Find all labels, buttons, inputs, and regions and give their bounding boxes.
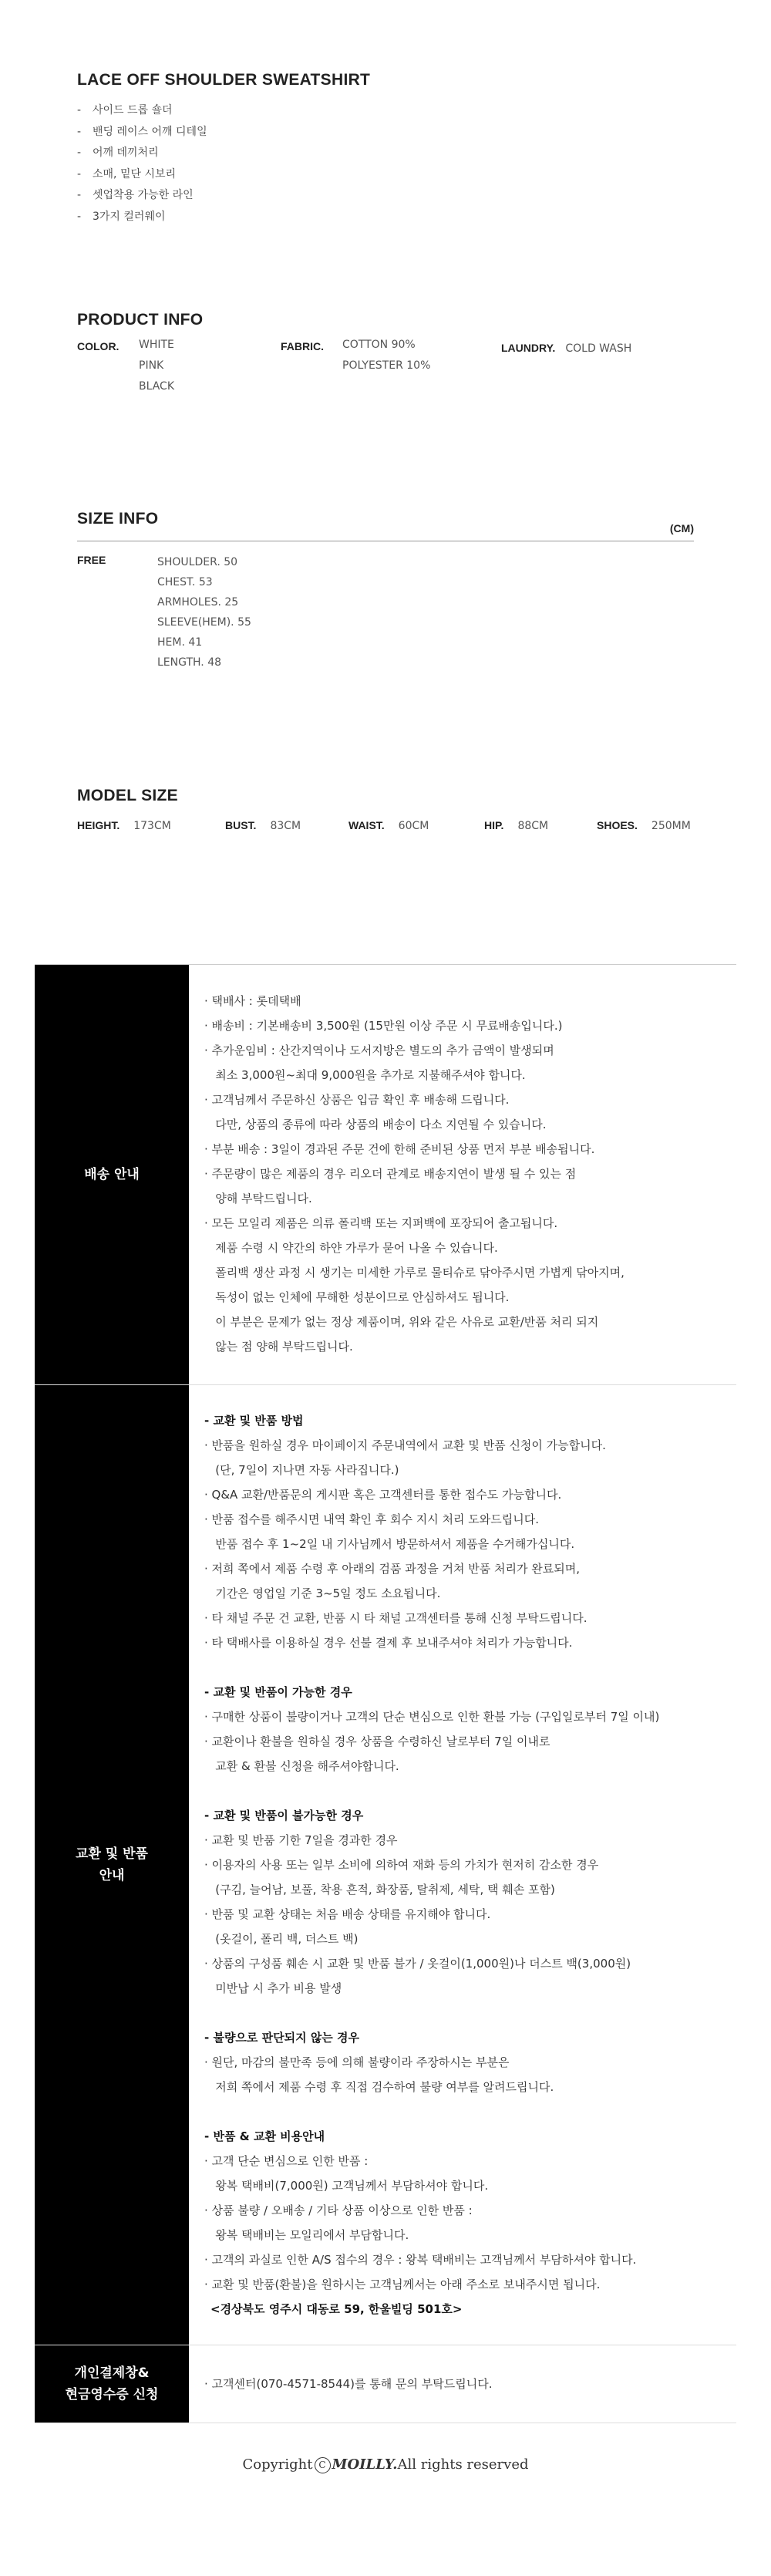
model-bust: [225, 816, 301, 837]
exchange-row: [35, 1385, 736, 2345]
notice-line: · 이용자의 사용 또는 일부 소비에 의하여 재화 등의 가치가 현저히 감소한 경우: [204, 1858, 599, 1872]
notice-line: 독성이 없는 인체에 무해한 성분이므로 안심하셔도 됩니다.: [204, 1290, 510, 1304]
laundry-value: COLD WASH: [565, 342, 632, 355]
notice-line: 교환 & 환불 신청을 해주셔야합니다.: [204, 1759, 399, 1773]
notice-line: · 모든 모일리 제품은 의류 폴리백 또는 지퍼백에 포장되어 출고됩니다.: [204, 1216, 558, 1230]
list-item: - 소매, 밑단 시보리: [77, 164, 694, 186]
notice-line: · 반품 및 교환 상태는 처음 배송 상태를 유지해야 합니다.: [204, 1907, 491, 1921]
notice-line: · 반품을 원하실 경우 마이페이지 주문내역에서 교환 및 반품 신청이 가능합니다.: [204, 1438, 606, 1452]
notice-line: · 고객 단순 변심으로 인한 반품 :: [204, 2154, 369, 2168]
list-item: - 3가지 컬러웨이: [77, 207, 694, 228]
notice-line: · 택배사 : 롯데택배: [204, 994, 301, 1008]
notice-line: 폴리백 생산 과정 시 생기는 미세한 가루로 물티슈로 닦아주시면 가볍게 닦아지며,: [204, 1266, 625, 1280]
notice-line: 저희 쪽에서 제품 수령 후 직접 검수하여 불량 여부를 알려드립니다.: [204, 2080, 554, 2094]
laundry-group: [501, 339, 631, 359]
notice-line: 이 부분은 문제가 없는 정상 제품이며, 위와 같은 사유로 교환/반품 처리 되지: [204, 1315, 599, 1329]
measure-value: 88CM: [517, 820, 549, 832]
model-hip: [484, 816, 548, 837]
section-heading: - 교환 및 반품이 가능한 경우: [204, 1685, 352, 1699]
notice-line: · 배송비 : 기본배송비 3,500원 (15만원 이상 주문 시 무료배송입니다.): [204, 1019, 563, 1033]
notice-line: 양해 부탁드립니다.: [204, 1192, 312, 1205]
notice-line: 왕복 택배비(7,000원) 고객님께서 부담하셔야 합니다.: [204, 2179, 489, 2193]
measure-value: 173CM: [133, 820, 171, 832]
model-size-section: [77, 787, 694, 832]
notice-line: · 주문량이 많은 제품의 경우 리오더 관계로 배송지연이 발생 될 수 있는 점: [204, 1167, 577, 1181]
notice-line: · 고객의 과실로 인한 A/S 접수의 경우 : 왕복 택배비는 고객님께서 부담하셔야 합니다.: [204, 2253, 637, 2267]
notice-line: 기간은 영업일 기준 3~5일 정도 소요됩니다.: [204, 1586, 441, 1600]
copyright-text: Copyright: [242, 2456, 313, 2473]
notice-line: 미반납 시 추가 비용 발생: [204, 1981, 342, 1995]
notice-line: 제품 수령 시 약간의 하얀 가루가 묻어 나올 수 있습니다.: [204, 1241, 498, 1255]
measure-value: 83CM: [270, 820, 301, 832]
return-address: <경상북도 영주시 대동로 59, 한울빌딩 501호>: [210, 2302, 463, 2316]
fabric-value: POLYESTER 10%: [342, 359, 431, 372]
receipt-title: [35, 2345, 189, 2423]
notice-line: · 구매한 상품이 불량이거나 고객의 단순 변심으로 인한 환불 가능 (구입일로부터 7일 이내): [204, 1710, 660, 1724]
exchange-title-line: 교환 및 반품: [76, 1846, 148, 1862]
brand-name: MOILLY.: [332, 2456, 398, 2473]
product-title: LACE OFF SHOULDER SWEATSHIRT: [77, 71, 371, 89]
section-heading: - 반품 & 교환 비용안내: [204, 2129, 325, 2143]
product-header: [77, 71, 694, 228]
section-heading: - 불량으로 판단되지 않는 경우: [204, 2031, 359, 2045]
notice-line: · 타 채널 주문 건 교환, 반품 시 타 채널 고객센터를 통해 신청 부탁드립니다.: [204, 1611, 588, 1625]
product-info-section: [77, 311, 694, 393]
list-item: - 셋업착용 가능한 라인: [77, 185, 694, 207]
measure-value: 250MM: [651, 820, 691, 832]
receipt-row: [35, 2345, 736, 2423]
notice-line: · 추가운임비 : 산간지역이나 도서지방은 별도의 추가 금액이 발생되며: [204, 1044, 554, 1057]
notice-line: 반품 접수 후 1~2일 내 기사님께서 방문하셔서 제품을 수거해가십니다.: [204, 1537, 575, 1551]
notice-line: · 상품의 구성품 훼손 시 교환 및 반품 불가 / 옷걸이(1,000원)나 더스트 백(3,000원): [204, 1957, 631, 1971]
measure-label: HIP.: [484, 819, 504, 831]
notice-line: 않는 점 양해 부탁드립니다.: [204, 1340, 353, 1354]
exchange-title-line: 안내: [99, 1868, 125, 1883]
model-shoes: [597, 816, 691, 837]
footer: [0, 2456, 771, 2473]
copyright-icon: C: [315, 2457, 331, 2473]
list-item: - 어깨 데끼처리: [77, 143, 694, 164]
notice-line: · 교환 및 반품(환불)을 원하시는 고객님께서는 아래 주소로 보내주시면 됩니다.: [204, 2278, 601, 2291]
size-info-section: [77, 510, 694, 683]
product-info-heading: PRODUCT INFO: [77, 311, 204, 329]
shipping-content: [189, 965, 736, 1384]
fabric-group: [281, 339, 431, 372]
notice-line: · 저희 쪽에서 제품 수령 후 아래의 검품 과정을 거쳐 반품 처리가 완료되며,: [204, 1562, 580, 1576]
shipping-row: [35, 965, 736, 1385]
feature-list: [77, 100, 694, 228]
model-height: [77, 816, 171, 837]
measurement: SLEEVE(HEM). 55: [157, 616, 251, 629]
unit-label: (CM): [669, 522, 694, 534]
measure-label: SHOES.: [597, 819, 638, 831]
receipt-text: · 고객센터(070-4571-8544)를 통해 문의 부탁드립니다.: [204, 2377, 493, 2391]
size-info-heading: SIZE INFO: [77, 510, 159, 528]
list-item: - 사이드 드롭 숄더: [77, 100, 694, 122]
notice-line: · 상품 불량 / 오배송 / 기타 상품 이상으로 인한 반품 :: [204, 2203, 473, 2217]
measure-label: BUST.: [225, 819, 257, 831]
exchange-content: [189, 1385, 736, 2345]
notice-table: [35, 964, 736, 2423]
rights-text: All rights reserved: [397, 2456, 529, 2473]
notice-line: 최소 3,000원~최대 9,000원을 추가로 지불해주셔야 합니다.: [204, 1068, 526, 1082]
notice-line: · 부분 배송 : 3일이 경과된 주문 건에 한해 준비된 상품 먼저 부분 배송됩니다.: [204, 1142, 595, 1156]
notice-line: 다만, 상품의 종류에 따라 상품의 배송이 다소 지연될 수 있습니다.: [204, 1118, 547, 1131]
fabric-value: COTTON 90%: [342, 339, 416, 351]
notice-line: · 타 택배사를 이용하실 경우 선불 결제 후 보내주셔야 처리가 가능합니다.: [204, 1636, 573, 1650]
model-size-heading: MODEL SIZE: [77, 787, 178, 804]
laundry-label: LAUNDRY.: [501, 342, 556, 354]
notice-line: (구김, 늘어남, 보풀, 착용 흔적, 화장품, 탈취제, 세탁, 택 훼손 포함): [204, 1883, 555, 1897]
notice-line: 왕복 택배비는 모일리에서 부담합니다.: [204, 2228, 409, 2242]
measurement: SHOULDER. 50: [157, 556, 238, 568]
measure-label: WAIST.: [348, 819, 385, 831]
notice-line: · 원단, 마감의 불만족 등에 의해 불량이라 주장하시는 부분은: [204, 2055, 510, 2069]
notice-line: · 교환 및 반품 기한 7일을 경과한 경우: [204, 1833, 398, 1847]
color-group: [77, 339, 175, 393]
shipping-title: 배송 안내: [35, 965, 189, 1384]
notice-line: · 교환이나 환불을 원하실 경우 상품을 수령하신 날로부터 7일 이내로: [204, 1735, 550, 1748]
receipt-content: [189, 2345, 736, 2423]
notice-line: · 고객님께서 주문하신 상품은 입금 확인 후 배송해 드립니다.: [204, 1093, 510, 1107]
color-value: BLACK: [139, 380, 175, 393]
measurement: CHEST. 53: [157, 576, 213, 588]
notice-line: (옷걸이, 폴리 백, 더스트 백): [204, 1932, 359, 1946]
measure-value: 60CM: [398, 820, 429, 832]
notice-line: · Q&A 교환/반품문의 게시판 혹은 고객센터를 통한 접수도 가능합니다.: [204, 1488, 562, 1502]
list-item: - 밴딩 레이스 어깨 디테일: [77, 122, 694, 143]
measurement: HEM. 41: [157, 636, 203, 649]
notice-line: · 반품 접수를 해주시면 내역 확인 후 회수 지시 처리 도와드립니다.: [204, 1512, 539, 1526]
color-label: COLOR.: [77, 340, 120, 352]
measurement: ARMHOLES. 25: [157, 596, 239, 609]
color-value: PINK: [139, 359, 164, 372]
color-value: WHITE: [139, 339, 174, 351]
receipt-title-line: 개인결제창&: [74, 2365, 150, 2381]
notice-line: (단, 7일이 지나면 자동 사라집니다.): [204, 1463, 399, 1477]
model-waist: [348, 816, 429, 837]
size-label: FREE: [77, 554, 106, 566]
section-heading: - 교환 및 반품 방법: [204, 1414, 304, 1428]
measure-label: HEIGHT.: [77, 819, 120, 831]
fabric-label: FABRIC.: [281, 340, 324, 352]
exchange-title: [35, 1385, 189, 2345]
receipt-title-line: 현금영수증 신청: [65, 2387, 159, 2402]
section-heading: - 교환 및 반품이 불가능한 경우: [204, 1809, 364, 1822]
measurement: LENGTH. 48: [157, 656, 222, 669]
